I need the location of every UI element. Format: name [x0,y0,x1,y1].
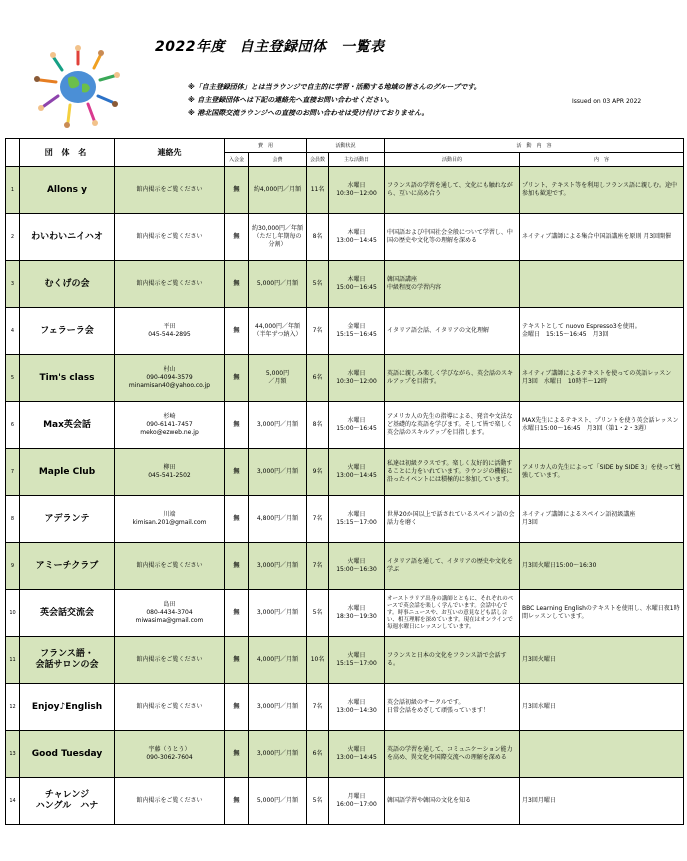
col-detail: 内 容 [520,153,684,167]
row-number: 10 [6,590,20,637]
purpose: 韓国語学習や韓国の文化を知る [385,778,520,825]
group-contact: 館内掲示をご覧ください [115,167,225,214]
schedule: 火曜日 15:15～17:00 [329,637,385,684]
row-number: 6 [6,402,20,449]
schedule: 木曜日 15:00～16:45 [329,261,385,308]
monthly-fee: 3,000円／月額 [249,731,307,778]
entry-fee: 無 [225,731,249,778]
purpose: 世界20か国以上で話されているスペイン語の会話力を磨く [385,496,520,543]
detail: 月3回火曜日 [520,637,684,684]
group-contact: 館内掲示をご覧ください [115,214,225,261]
col-no [6,139,20,167]
entry-fee: 無 [225,590,249,637]
monthly-fee: 5,000円／月額 [249,778,307,825]
row-number: 7 [6,449,20,496]
group-contact: 村山 090-4094-3579 minamisan40@yahoo.co.jp [115,355,225,402]
table-row [6,308,684,355]
purpose: 私達は初級クラスです。楽しく友好的に活動することに力をいれています。ラウンジの機能に沿ったイベントには積極的に参加しています。 [385,449,520,496]
member-count: 7名 [307,496,329,543]
schedule: 火曜日 13:00～14:45 [329,449,385,496]
group-name: アデランテ [20,496,115,543]
detail: 月3回火曜日15:00～16:30 [520,543,684,590]
monthly-fee: 3,000円／月額 [249,684,307,731]
purpose: アメリカ人の先生の指導による、発音や文法など基礎的な英語を学びます。そして皆で楽しく英会話のスキルアップを目指します。 [385,402,520,449]
schedule: 木曜日 13:00～14:45 [329,214,385,261]
row-number: 9 [6,543,20,590]
schedule: 水曜日 15:00～16:45 [329,402,385,449]
group-name: フランス語・ 会話サロンの会 [20,637,115,684]
group-contact: 館内掲示をご覧ください [115,543,225,590]
group-name: 英会話交流会 [20,590,115,637]
schedule: 金曜日 15:15～16:45 [329,308,385,355]
member-count: 8名 [307,402,329,449]
group-contact: 杉崎 090-6141-7457 meko@ezweb.ne.jp [115,402,225,449]
group-name: アミーチクラブ [20,543,115,590]
purpose: フランスと日本の文化をフランス語で会話する。 [385,637,520,684]
entry-fee: 無 [225,637,249,684]
row-number: 13 [6,731,20,778]
schedule: 火曜日 13:00～14:45 [329,731,385,778]
schedule: 水曜日 10:30～12:00 [329,355,385,402]
globe-people-illustration [28,42,128,132]
entry-fee: 無 [225,543,249,590]
entry-fee: 無 [225,167,249,214]
member-count: 8名 [307,214,329,261]
group-contact: 館内掲示をご覧ください [115,637,225,684]
issued-date: Issued on 03 APR 2022 [572,98,642,105]
detail: テキストとして nuovo Espresso3を使用。 金曜日 15:15～16:45 月3回 [520,308,684,355]
monthly-fee: 3,000円／月額 [249,590,307,637]
group-name: Maple Club [20,449,115,496]
schedule: 水曜日 18:30～19:30 [329,590,385,637]
detail: BBC Learning Englishのテキストを使用し、水曜日夜1時間レッスンしています。 [520,590,684,637]
entry-fee: 無 [225,684,249,731]
group-name: フェラーラ会 [20,308,115,355]
table-row [6,167,684,214]
member-count: 7名 [307,684,329,731]
row-number: 12 [6,684,20,731]
col-fee: 費 用 [225,139,307,153]
table-row [6,637,684,684]
group-contact: 島田 080-4434-3704 miwasima@gmail.com [115,590,225,637]
table-row [6,590,684,637]
entry-fee: 無 [225,214,249,261]
col-status: 活動状況 [307,139,385,153]
row-number: 14 [6,778,20,825]
detail: ネイティブ講師によるテキストを使っての英語レッスン 月3回 水曜日 10時半～12時 [520,355,684,402]
schedule: 水曜日 10:30～12:00 [329,167,385,214]
monthly-fee: 約4,000円／月額 [249,167,307,214]
group-contact: 宇藤（うとう） 090-3062-7604 [115,731,225,778]
col-members: 会員数 [307,153,329,167]
row-number: 3 [6,261,20,308]
col-content: 活 動 内 容 [385,139,684,153]
note-3: ※ 港北国際交流ラウンジへの直接のお問い合わせは受け付けておりません。 [188,109,429,117]
monthly-fee: 4,000円／月額 [249,637,307,684]
col-name: 団 体 名 [20,139,115,167]
table-row [6,731,684,778]
table-row [6,778,684,825]
detail: ネイティブ講師による集合中国語講座を原則 月3回開催 [520,214,684,261]
detail [520,731,684,778]
group-contact: 柳田 045-541-2502 [115,449,225,496]
entry-fee: 無 [225,402,249,449]
entry-fee: 無 [225,496,249,543]
detail: プリント、テキスト等を利用しフランス語に親しむ。途中参加も歓迎です。 [520,167,684,214]
group-contact: 館内掲示をご覧ください [115,684,225,731]
notes [188,81,481,120]
monthly-fee: 3,000円／月額 [249,449,307,496]
purpose: イタリア語を通して、イタリアの歴史や文化を学ぶ [385,543,520,590]
page-title: 2022年度 自主登録団体 一覧表 [155,39,385,55]
purpose: 英会話初級のサークルです。 日常会話をめざして頑張っています！ [385,684,520,731]
row-number: 4 [6,308,20,355]
detail: ネイティブ講師によるスペイン語初級講座 月3回 [520,496,684,543]
purpose: 英語に親しみ楽しく学びながら、英会話のスキルアップを目指す。 [385,355,520,402]
table-row [6,402,684,449]
purpose: 中国語および中国社会全般について学習し、中国の歴史や文化等の理解を深める [385,214,520,261]
purpose: 英語の学習を通して、コミュニケーション能力を高め、異文化や国際交流への理解を深める [385,731,520,778]
group-contact: 川端 kimisan.201@gmail.com [115,496,225,543]
group-contact: 館内掲示をご覧ください [115,778,225,825]
member-count: 5名 [307,261,329,308]
table-body [6,167,684,825]
group-name: Enjoy♪English [20,684,115,731]
member-count: 11名 [307,167,329,214]
note-2: ※ 自主登録団体へは下記の連絡先へ直接お問い合わせください。 [188,96,394,104]
group-name: むくげの会 [20,261,115,308]
table-row [6,496,684,543]
schedule: 月曜日 16:00～17:00 [329,778,385,825]
monthly-fee: 4,800円／月額 [249,496,307,543]
purpose: イタリア語会話、イタリアの文化理解 [385,308,520,355]
monthly-fee: 3,000円／月額 [249,543,307,590]
row-number: 5 [6,355,20,402]
monthly-fee: 5,000円／月額 [249,261,307,308]
schedule: 火曜日 15:00～16:30 [329,543,385,590]
member-count: 10名 [307,637,329,684]
entry-fee: 無 [225,261,249,308]
member-count: 9名 [307,449,329,496]
member-count: 6名 [307,355,329,402]
schedule: 水曜日 15:15～17:00 [329,496,385,543]
entry-fee: 無 [225,308,249,355]
group-contact: 平田 045-544-2895 [115,308,225,355]
row-number: 2 [6,214,20,261]
purpose: オーストラリア出身の講師とともに、それぞれのペースで英会話を楽しく学んでいます。会話中心です。時事ニュースや、お互いの意見なども話し合い、相互理解を深めています。現在はオンラインで毎週水曜日にレッスンしています。 [385,590,520,637]
member-count: 7名 [307,543,329,590]
row-number: 1 [6,167,20,214]
col-purpose: 活動目的 [385,153,520,167]
group-name: わいわいニイハオ [20,214,115,261]
group-name: Allons y [20,167,115,214]
purpose: 韓国語講座 中級程度の学習内容 [385,261,520,308]
col-contact: 連絡先 [115,139,225,167]
purpose: フランス語の学習を通して、文化にも触れながら、互いに高め合う [385,167,520,214]
member-count: 7名 [307,308,329,355]
entry-fee: 無 [225,355,249,402]
groups-table [5,138,684,825]
monthly-fee: 3,000円／月額 [249,402,307,449]
table-row [6,261,684,308]
row-number: 11 [6,637,20,684]
table-row [6,355,684,402]
col-schedule: 主な活動日 [329,153,385,167]
table-row [6,684,684,731]
group-name: Good Tuesday [20,731,115,778]
group-name: チャレンジ ハングル ハナ [20,778,115,825]
schedule: 水曜日 13:00～14:30 [329,684,385,731]
monthly-fee: 約30,000円／年額 （ただし年期毎の分割） [249,214,307,261]
group-contact: 館内掲示をご覧ください [115,261,225,308]
row-number: 8 [6,496,20,543]
group-name: Tim's class [20,355,115,402]
table-row [6,543,684,590]
detail [520,261,684,308]
table-row [6,449,684,496]
note-1: ※「自主登録団体」とは当ラウンジで自主的に学習・活動する地域の皆さんのグループです。 [188,83,481,91]
col-entry-fee: 入会金 [225,153,249,167]
member-count: 5名 [307,590,329,637]
monthly-fee: 5,000円 ／月額 [249,355,307,402]
detail: 月3回水曜日 [520,684,684,731]
entry-fee: 無 [225,449,249,496]
col-monthly-fee: 会費 [249,153,307,167]
detail: アメリカ人の先生によって「SIDE by SIDE 3」を使って勉強しています。 [520,449,684,496]
monthly-fee: 44,000円／年額 （半年ずつ納入） [249,308,307,355]
entry-fee: 無 [225,778,249,825]
member-count: 6名 [307,731,329,778]
detail: MAX先生によるテキスト、プリントを使う英会話レッスン 水曜日15:00～16:45 月3回（第1・2・3週） [520,402,684,449]
detail: 月3回月曜日 [520,778,684,825]
member-count: 5名 [307,778,329,825]
group-name: Max英会話 [20,402,115,449]
table-row [6,214,684,261]
